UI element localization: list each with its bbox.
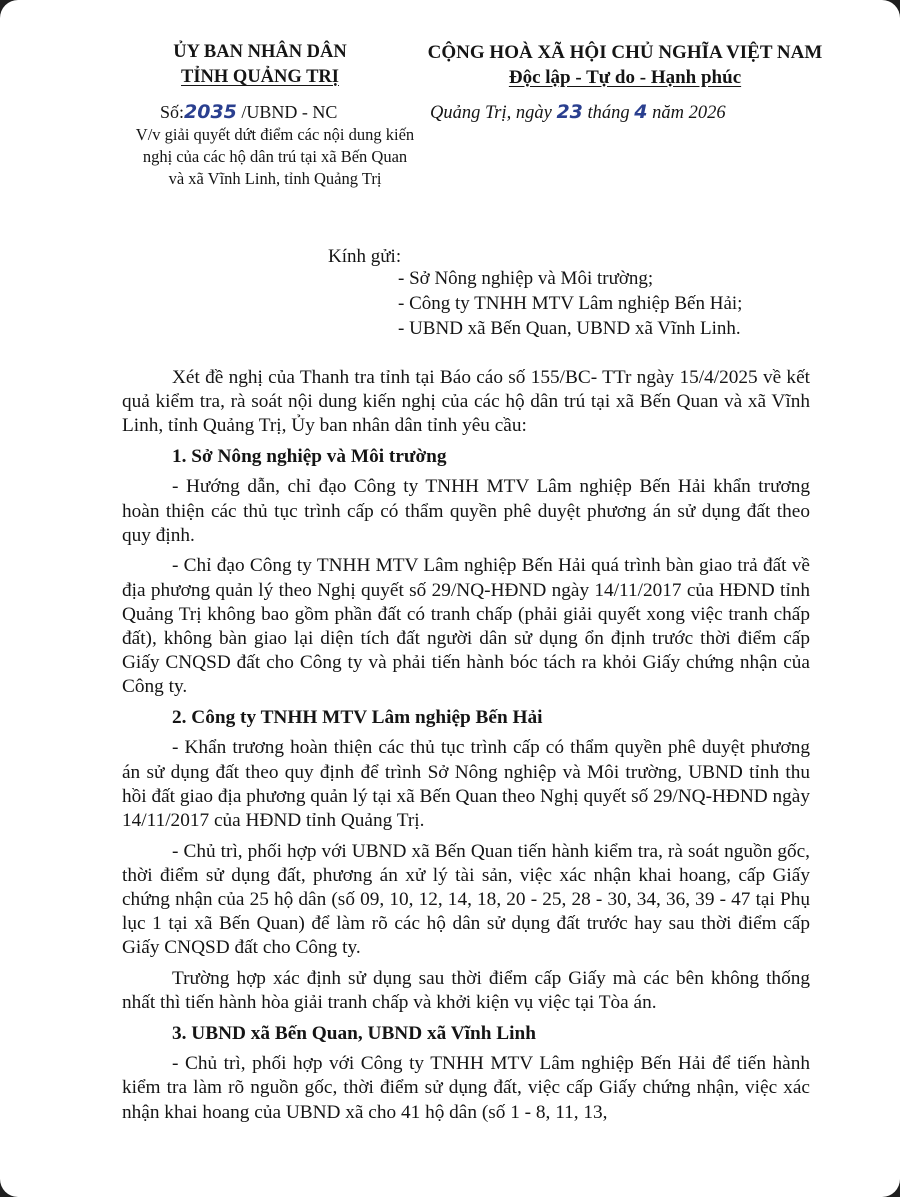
body-paragraph: - Chỉ đạo Công ty TNHH MTV Lâm nghiệp Bến Hải quá trình bàn giao trả đất về địa phương quản lý theo Nghị quyết số 29/NQ-HĐND ngày 14/11/2017 của HĐND tỉnh Quảng Trị không bao gồm phần đất có tranh chấp (phải giải quyết xong việc tranh chấp đất), không bàn giao lại diện tích đất người dân sử dụng ổn định trước thời điểm cấp Giấy CNQSD đất cho Công ty và phải tiến hành bóc tách ra khỏi Giấy chứng nhận của Công ty. <box>122 555 810 698</box>
body-paragraph: - Khẩn trương hoàn thiện các thủ tục trình cấp có thẩm quyền phê duyệt phương án sử dụng đất theo quy định để trình Sở Nông nghiệp và Môi trường, UBND tỉnh thu hồi đất giao địa phương quản lý tại xã Bến Quan theo Nghị quyết số 29/NQ-HĐND ngày 14/11/2017 của HĐND tỉnh Quảng Trị. <box>122 737 810 831</box>
doc-number-suffix: /UBND - NC <box>236 102 338 122</box>
motto-line <box>395 65 855 90</box>
date-place: Quảng Trị, ngày <box>430 103 557 123</box>
document-number <box>160 100 337 124</box>
motto-text: Độc lập - Tự do - Hạnh phúc <box>508 67 742 88</box>
recipients-list <box>398 266 742 341</box>
document-subject: V/v giải quyết dứt điểm các nội dung kiến nghị của các hộ dân trú tại xã Bến Quan và xã Vĩnh Linh, tỉnh Quảng Trị <box>135 125 415 188</box>
nation-name: CỘNG HOÀ XÃ HỘI CHỦ NGHĨA VIỆT NAM <box>427 42 823 63</box>
body-paragraph: - Chủ trì, phối hợp với Công ty TNHH MTV Lâm nghiệp Bến Hải để tiến hành kiểm tra làm rõ nguồn gốc, thời điểm sử dụng đất, việc cấp Giấy chứng nhận, việc xác nhận khai hoang của UBND xã cho 41 hộ dân (số 1 - 8, 11, 13, <box>122 1053 810 1123</box>
agency-province: TỈNH QUẢNG TRỊ <box>181 67 339 87</box>
issuing-agency <box>145 40 375 90</box>
recipient-item: - Công ty TNHH MTV Lâm nghiệp Bến Hải; <box>398 293 743 314</box>
national-motto <box>395 40 855 90</box>
date-month-label: tháng <box>582 103 635 123</box>
handwritten-number: 2035 <box>184 101 237 123</box>
section-heading: 2. Công ty TNHH MTV Lâm nghiệp Bến Hải <box>172 707 543 729</box>
document-date <box>430 100 726 125</box>
section-heading: 1. Sở Nông nghiệp và Môi trường <box>172 446 447 468</box>
body-paragraph: - Hướng dẫn, chỉ đạo Công ty TNHH MTV Lâm nghiệp Bến Hải khẩn trương hoàn thiện các thủ tục trình cấp có thẩm quyền phê duyệt phương án sử dụng đất theo quy định. <box>122 476 810 546</box>
agency-line-1: ỦY BAN NHÂN DÂN <box>173 42 347 62</box>
recipient-item: - UBND xã Bến Quan, UBND xã Vĩnh Linh. <box>398 318 741 339</box>
agency-line-2 <box>145 65 375 90</box>
doc-number-prefix: Số: <box>160 102 185 122</box>
document-body <box>122 366 810 1131</box>
date-year: năm 2026 <box>647 103 726 123</box>
body-paragraph: Trường hợp xác định sử dụng sau thời điểm cấp Giấy mà các bên không thống nhất thì tiến hành hòa giải tranh chấp và khởi kiện vụ việc tại Tòa án. <box>122 968 810 1014</box>
handwritten-day: 23 <box>556 101 583 123</box>
recipients-label: Kính gửi: <box>328 246 402 267</box>
section-heading: 3. UBND xã Bến Quan, UBND xã Vĩnh Linh <box>172 1023 536 1045</box>
body-paragraph: - Chủ trì, phối hợp với UBND xã Bến Quan tiến hành kiểm tra, rà soát nguồn gốc, thời điểm sử dụng đất, phương án xử lý tài sản, việc xác nhận khai hoang, cấp Giấy chứng nhận của 25 hộ dân (số 09, 10, 12, 14, 18, 20 - 25, 28 - 30, 34, 36, 39 - 47 tại Phụ lục 1 tại xã Bến Quan) để làm rõ các hộ dân sử dụng đất trước hay sau thời điểm cấp Giấy CNQSD đất cho Công ty. <box>122 840 810 959</box>
recipient-item: - Sở Nông nghiệp và Môi trường; <box>398 268 654 289</box>
handwritten-month: 4 <box>634 101 648 123</box>
intro-paragraph: Xét đề nghị của Thanh tra tỉnh tại Báo cáo số 155/BC- TTr ngày 15/4/2025 về kết quả kiểm tra, rà soát nội dung kiến nghị của các hộ dân trú tại xã Bến Quan và xã Vĩnh Linh, tỉnh Quảng Trị, Ủy ban nhân dân tỉnh yêu cầu: <box>122 367 810 437</box>
